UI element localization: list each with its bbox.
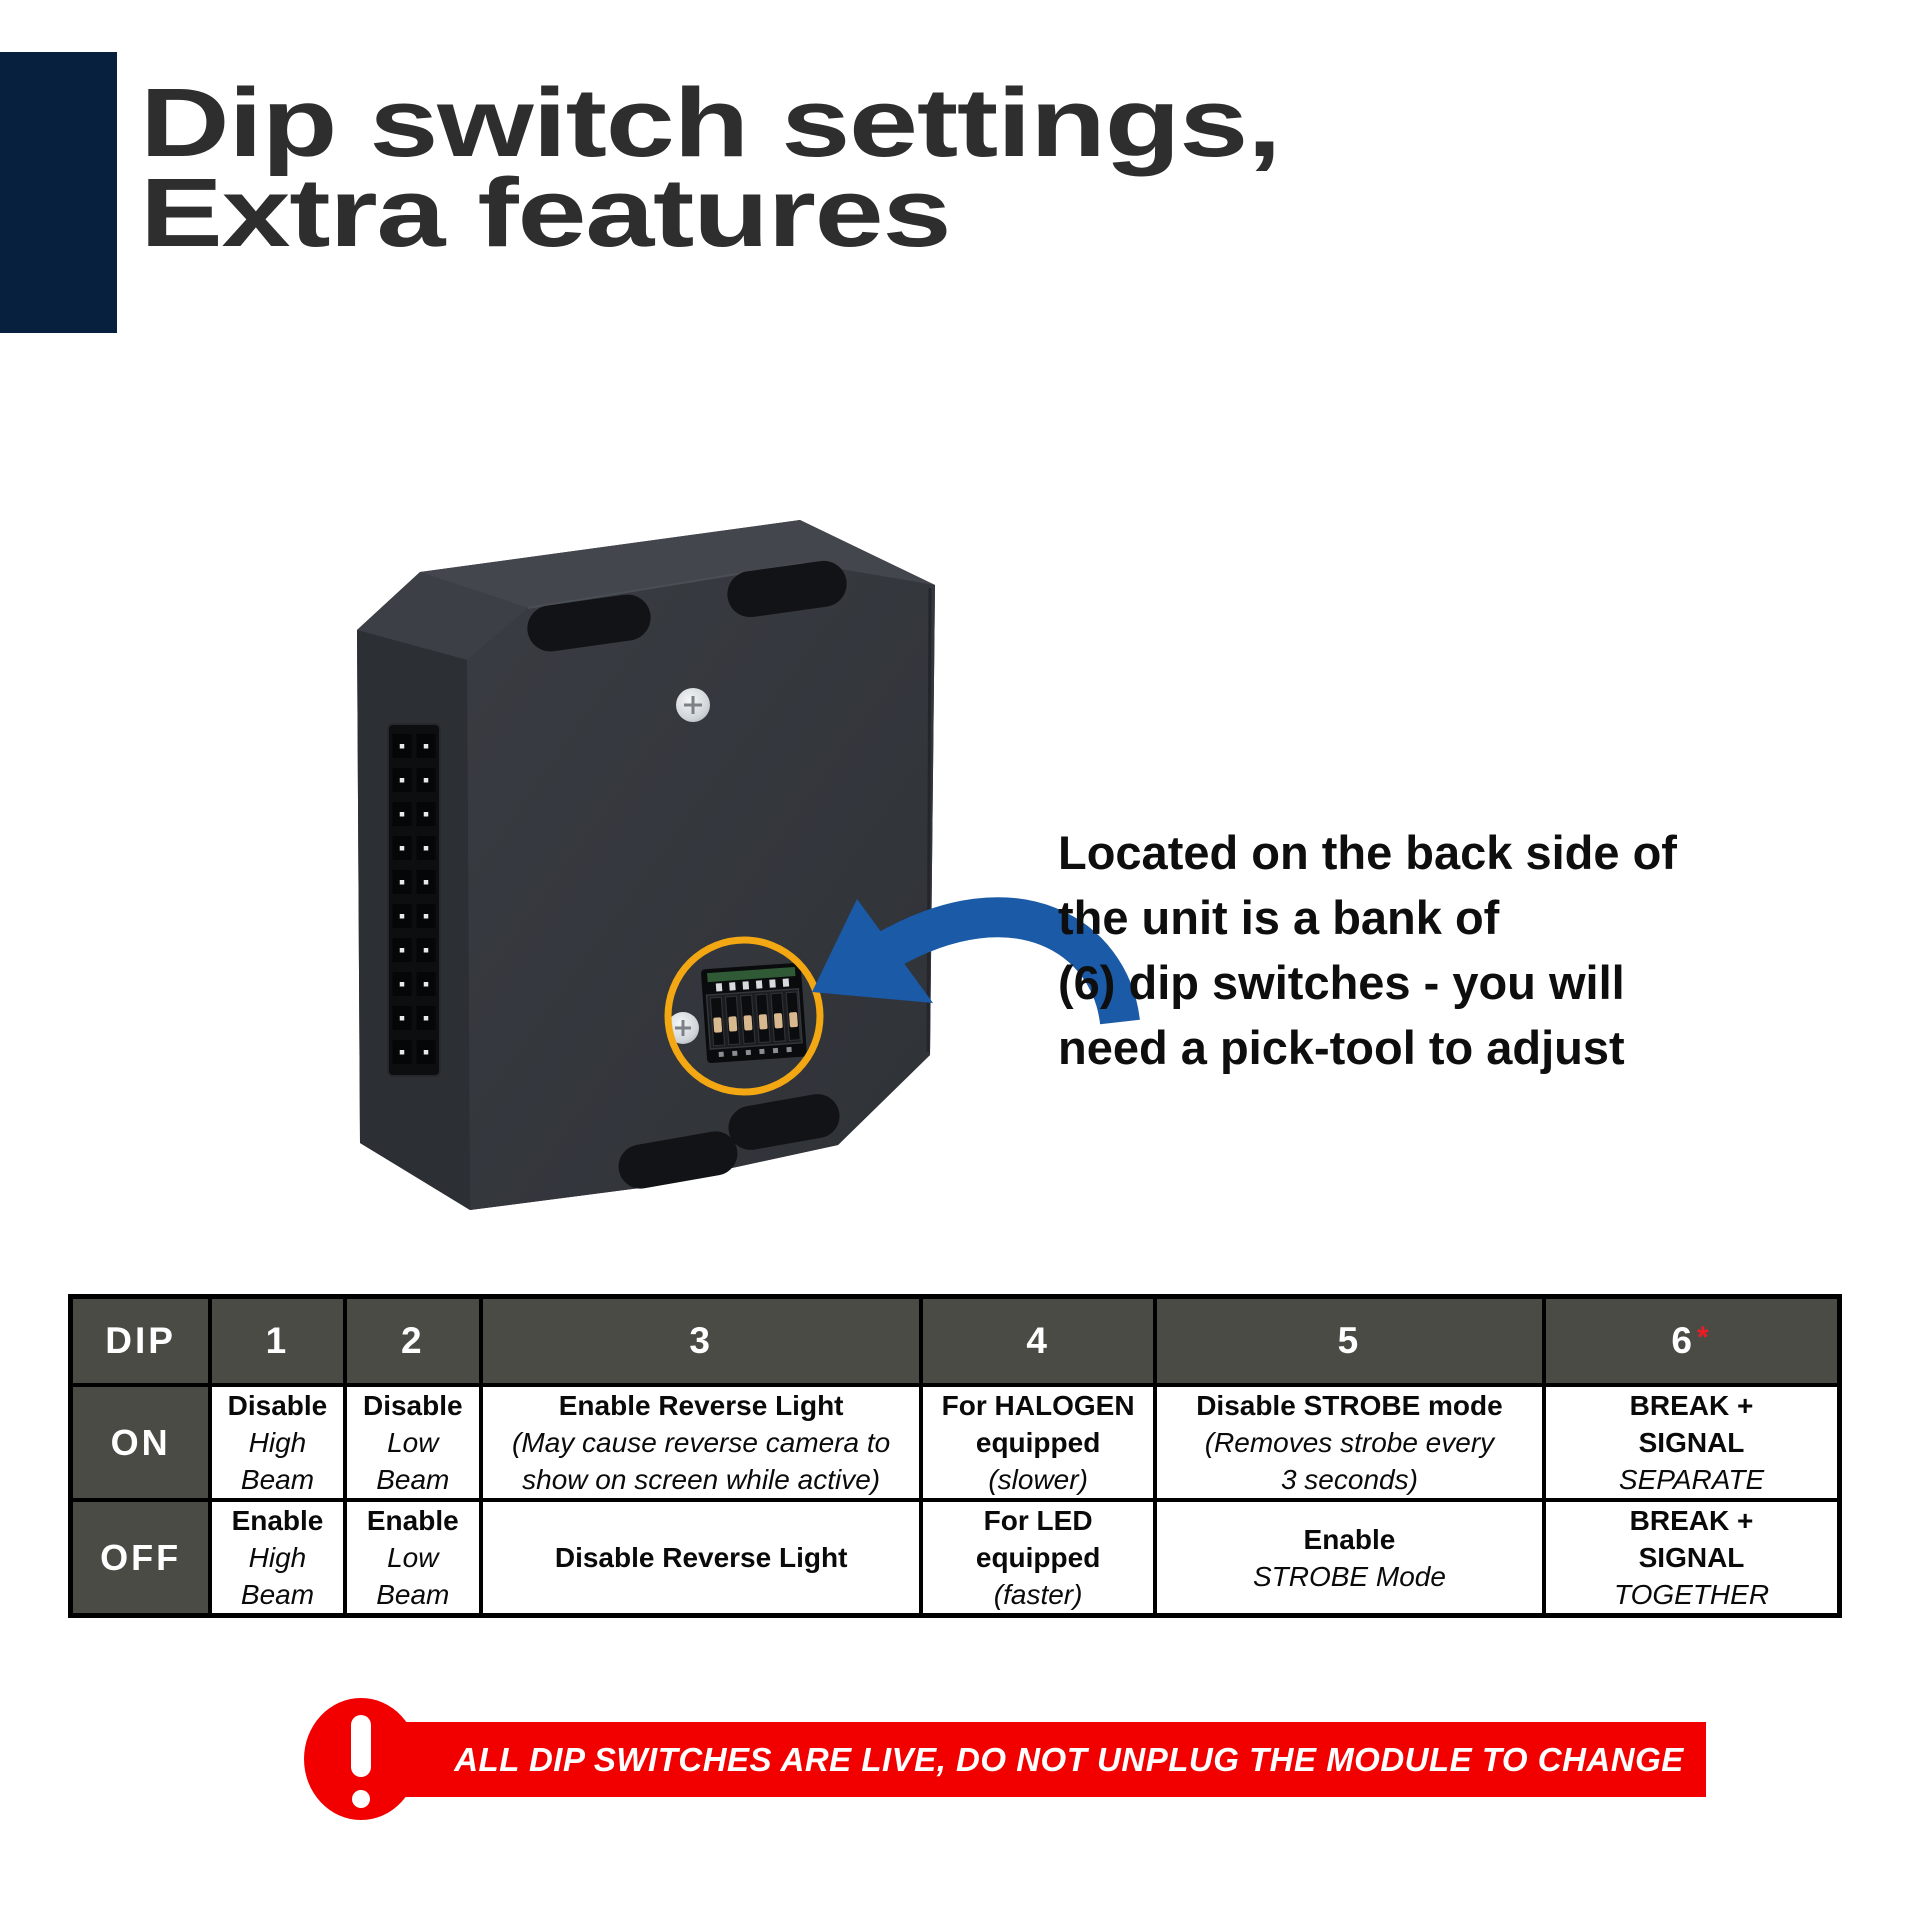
title-accent-block [0, 52, 117, 333]
screw-icon-top [676, 688, 710, 722]
page-title-line2: Extra features [140, 158, 951, 267]
dip-settings-table [68, 1294, 1842, 1618]
table-cell: BREAK + SIGNAL TOGETHER [1544, 1500, 1839, 1616]
exclamation-icon [304, 1698, 418, 1820]
table-cell: Disable High Beam [210, 1385, 344, 1500]
callout-line: the unit is a bank of [1058, 891, 1500, 944]
table-header-cell: 2 [345, 1297, 481, 1386]
table-header-cell: 6* [1544, 1297, 1839, 1386]
table-header-cell: 4 [921, 1297, 1155, 1386]
table-cell: Disable STROBE mode (Removes strobe every 3 seconds) [1155, 1385, 1544, 1500]
row-label-on: ON [71, 1385, 211, 1500]
device-illustration [300, 400, 1200, 1230]
callout-line: (6) dip switches - you will [1058, 956, 1625, 1009]
table-header-cell: 5 [1155, 1297, 1544, 1386]
table-cell: Enable STROBE Mode [1155, 1500, 1544, 1616]
callout-line: need a pick-tool to adjust [1058, 1021, 1625, 1074]
module-body [357, 520, 935, 1210]
table-cell: Disable Reverse Light [481, 1500, 921, 1616]
table-cell: For HALOGEN equipped (slower) [921, 1385, 1155, 1500]
page-title [140, 68, 1281, 267]
table-cell: Enable High Beam [210, 1500, 344, 1616]
table-header-cell: DIP [71, 1297, 211, 1386]
table-cell: Enable Reverse Light (May cause reverse camera to show on screen while active) [481, 1385, 921, 1500]
table-cell: Enable Low Beam [345, 1500, 481, 1616]
row-label-off: OFF [71, 1500, 211, 1616]
table-cell: Disable Low Beam [345, 1385, 481, 1500]
table-cell: BREAK + SIGNAL SEPARATE [1544, 1385, 1839, 1500]
connector-icon [388, 724, 440, 1076]
table-header-cell: 1 [210, 1297, 344, 1386]
warning-banner [362, 1722, 1706, 1797]
table-row [71, 1385, 1840, 1500]
table-header-row [71, 1297, 1840, 1386]
warning-text: ALL DIP SWITCHES ARE LIVE, DO NOT UNPLUG THE MODULE TO CHANGE [454, 1740, 1684, 1778]
page-title-line1: Dip switch settings, [140, 68, 1281, 177]
callout-text [1058, 820, 1677, 1080]
header-asterisk: * [1696, 1321, 1712, 1354]
table-row [71, 1500, 1840, 1616]
table-cell: For LED equipped (faster) [921, 1500, 1155, 1616]
table-header-cell: 3 [481, 1297, 921, 1386]
callout-line: Located on the back side of [1058, 826, 1677, 879]
dip-switch-module [701, 963, 807, 1064]
